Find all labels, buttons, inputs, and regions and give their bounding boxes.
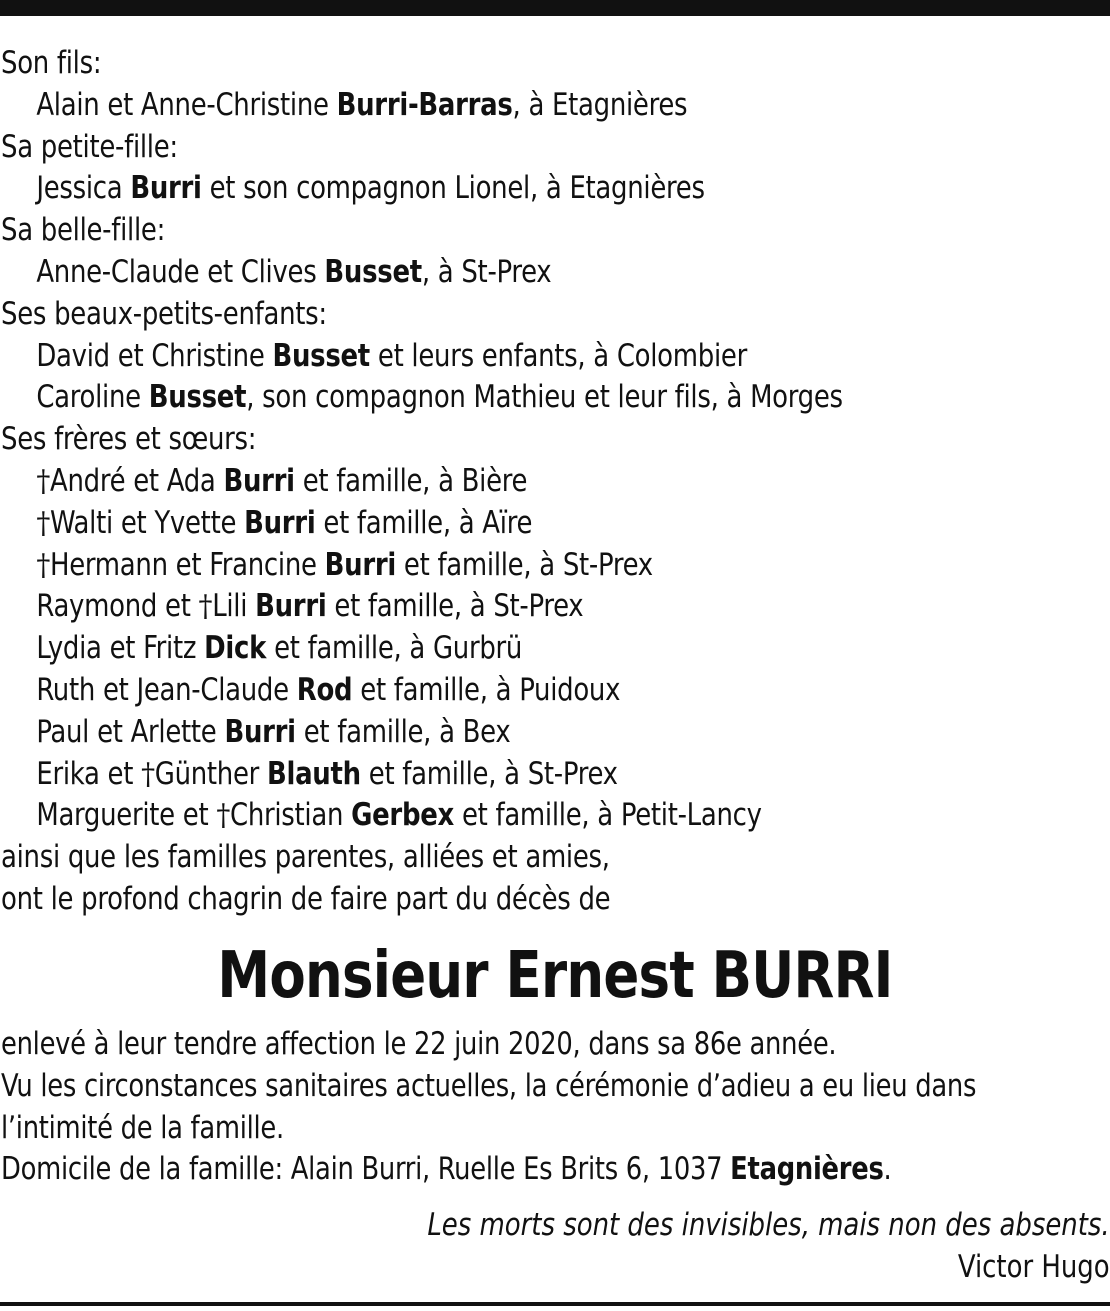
notice-body — [1, 1024, 1110, 1191]
entry-names: Anne-Claude et Clives — [36, 253, 325, 290]
entry-place: et leurs enfants, à Colombier — [369, 337, 747, 374]
heading-step-grandchildren: Ses beaux-petits-enfants: — [1, 295, 327, 332]
entry-place: et famille, à St-Prex — [360, 755, 618, 792]
entry-names: Hermann et Francine — [50, 546, 325, 583]
entry-place: et famille, à St-Prex — [326, 588, 584, 625]
body-line-ceremony: Vu les circonstances sanitaires actuelles, la cérémonie d’adieu a eu lieu dans — [1, 1067, 977, 1104]
entry-names: Caroline — [36, 379, 149, 416]
entry-names: Christian — [229, 797, 352, 834]
entry-names: Alain et Anne-Christine — [36, 86, 337, 123]
body-line-domicile — [1, 1149, 1027, 1191]
closing-line-announcement: ont le profond chagrin de faire part du décès de — [1, 880, 611, 917]
family-entry — [1, 545, 1032, 587]
deceased-cross-icon: † — [216, 798, 230, 834]
family-entry — [1, 503, 1032, 545]
entry-place: et famille, à Aïre — [315, 504, 533, 541]
entry-surname: Busset — [272, 337, 370, 374]
entry-surname: Burri — [223, 462, 295, 499]
entry-place: et famille, à Bex — [295, 713, 511, 750]
entry-place: , à St-Prex — [421, 253, 552, 290]
closing-line-relatives: ainsi que les familles parentes, alliées et amies, — [1, 839, 610, 876]
domicile-address: Domicile de la famille: Alain Burri, Ruelle Es Brits 6, 1037 — [1, 1151, 731, 1188]
entry-names: Jessica — [36, 170, 131, 207]
family-entry — [1, 586, 1032, 628]
top-border-rule — [0, 0, 1110, 16]
entry-surname: Busset — [148, 379, 247, 416]
family-entry — [1, 252, 1032, 294]
entry-surname: Burri — [130, 170, 202, 207]
entry-place: et famille, à Bière — [294, 462, 528, 499]
quote-text: Les morts sont des invisibles, mais non des absents. — [427, 1207, 1110, 1243]
entry-surname: Burri-Barras — [336, 86, 513, 123]
entry-pre-names: Raymond et — [36, 588, 199, 625]
entry-place: et famille, à Puidoux — [352, 671, 621, 708]
deceased-cross-icon: † — [141, 756, 155, 792]
entry-names: André et Ada — [50, 462, 224, 499]
entry-names: David et Christine — [36, 337, 273, 374]
entry-place: et famille, à St-Prex — [395, 546, 653, 583]
deceased-name — [0, 940, 1110, 1012]
entry-names: Lili — [212, 588, 256, 625]
quote-author: Victor Hugo — [958, 1249, 1110, 1285]
family-list — [1, 43, 1110, 921]
entry-surname: Burri — [324, 546, 396, 583]
family-entry — [1, 85, 1032, 127]
entry-place: et famille, à Petit-Lancy — [453, 797, 762, 834]
entry-names: Ruth et Jean-Claude — [36, 671, 297, 708]
heading-son: Son fils: — [1, 45, 102, 81]
body-line-date: enlevé à leur tendre affection le 22 juin 2020, dans sa 86e année. — [1, 1026, 837, 1062]
entry-names: Paul et Arlette — [36, 713, 225, 750]
entry-place: , son compagnon Mathieu et leur fils, à Morges — [246, 379, 843, 416]
entry-surname: Burri — [244, 504, 316, 541]
deceased-cross-icon: † — [198, 589, 213, 625]
entry-surname: Blauth — [266, 755, 361, 792]
entry-names: Walti et Yvette — [50, 504, 245, 541]
quote-block — [376, 1204, 1110, 1288]
family-entry — [1, 712, 1032, 754]
domicile-place: Etagnières — [730, 1151, 884, 1188]
heading-siblings: Ses frères et sœurs: — [1, 421, 257, 458]
body-line-ceremony-cont: l’intimité de la famille. — [1, 1109, 284, 1146]
entry-surname: Burri — [224, 713, 296, 750]
heading-granddaughter: Sa petite-fille: — [1, 128, 178, 165]
deceased-cross-icon: † — [36, 463, 51, 499]
entry-place: et famille, à Gurbrü — [266, 630, 523, 667]
heading-daughter-in-law: Sa belle-fille: — [1, 212, 166, 249]
family-entry — [1, 670, 1032, 712]
entry-surname: Burri — [255, 588, 327, 625]
deceased-name-text: Monsieur Ernest BURRI — [217, 939, 893, 1013]
entry-pre-names: Marguerite et — [36, 797, 217, 834]
entry-surname: Rod — [296, 671, 353, 708]
family-entry — [1, 795, 1032, 837]
entry-names: Günther — [154, 755, 267, 792]
entry-surname: Busset — [324, 253, 422, 290]
family-entry — [1, 628, 1032, 670]
family-entry — [1, 377, 1032, 419]
entry-place: , à Etagnières — [512, 86, 688, 123]
entry-pre-names: Erika et — [36, 755, 142, 792]
family-entry — [1, 336, 1032, 378]
family-entry — [1, 461, 1032, 503]
entry-surname: Dick — [204, 630, 267, 667]
entry-names: Lydia et Fritz — [36, 630, 205, 667]
deceased-cross-icon: † — [36, 505, 51, 541]
deceased-cross-icon: † — [36, 547, 51, 583]
family-entry — [1, 754, 1032, 796]
entry-place: et son compagnon Lionel, à Etagnières — [201, 170, 705, 207]
domicile-period: . — [883, 1151, 892, 1188]
entry-surname: Gerbex — [351, 797, 454, 834]
family-entry — [1, 168, 1032, 210]
bottom-border-rule — [0, 1302, 1110, 1306]
